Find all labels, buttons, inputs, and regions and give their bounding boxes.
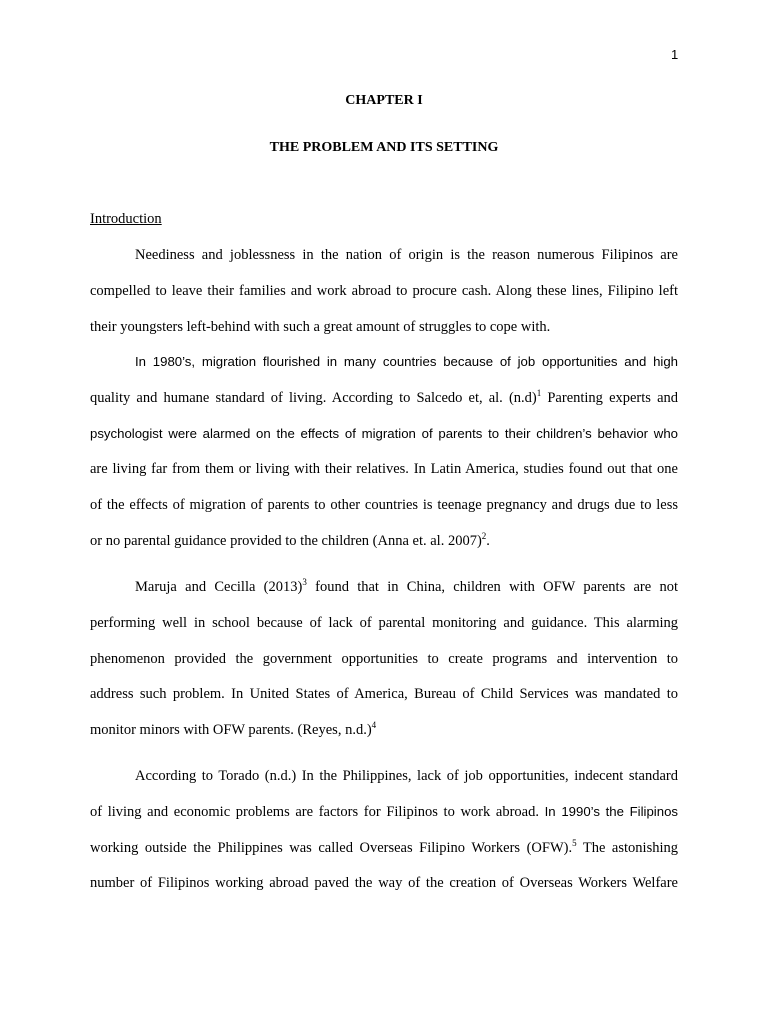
paragraph-line: compelled to leave their families and work abroad to procure cash. Along these lines, Filipino left [90,283,678,299]
paragraph-line: Neediness and joblessness in the nation of origin is the reason numerous Filipinos are [135,247,678,263]
paragraph-text: In 1990’s the Filipinos [538,804,678,819]
footnote-marker: 3 [302,577,307,588]
paragraph-text: quality and humane standard of living. According to Salcedo et, al. (n.d) [90,390,537,406]
section-heading: Introduction [90,211,162,227]
paragraph-line: address such problem. In United States of America, Bureau of Child Services was mandated to [90,686,678,702]
paragraph-line: performing well in school because of lack of parental monitoring and guidance. This alarming [90,615,678,631]
chapter-title: CHAPTER I [345,93,423,108]
paragraph-line [90,721,678,739]
paragraph-text: found that in China, children with OFW parents are not [306,579,678,595]
paragraph-line [90,532,678,550]
paragraph-text: Parenting experts and [541,390,678,406]
paragraph-line [90,425,678,443]
footnote-marker: 5 [572,838,577,849]
paragraph-line [90,839,678,857]
footnote-marker: 4 [371,720,377,731]
footnote-marker: 2 [481,531,487,542]
paragraph-line: According to Torado (n.d.) In the Philippines, lack of job opportunities, indecent standard [135,768,678,784]
footnote-marker: 1 [536,388,542,399]
page-number: 1 [671,47,679,62]
paragraph-line: of the effects of migration of parents to other countries is teenage pregnancy and drugs due to less [90,497,678,513]
paragraph-line [90,803,678,821]
paragraph-text: The astonishing [576,840,678,856]
paragraph-text: or no parental guidance provided to the children (Anna et. al. 2007) [90,533,482,549]
paragraph-line [90,389,678,407]
paragraph-line: number of Filipinos working abroad paved the way of the creation of Overseas Workers Welfare [90,875,678,891]
paragraph-text: . [486,533,490,549]
paragraph-text: working outside the Philippines was called Overseas Filipino Workers (OFW). [90,840,573,856]
paragraph-line [90,578,678,596]
paragraph-line: are living far from them or living with their relatives. In Latin America, studies found out that one [90,461,678,477]
paragraph-text: Maruja and Cecilla (2013) [135,579,303,595]
chapter-subtitle: THE PROBLEM AND ITS SETTING [269,140,499,155]
paragraph-line [90,353,678,371]
paragraph-line: phenomenon provided the government opportunities to create programs and intervention to [90,651,678,667]
paragraph-text: of living and economic problems are factors for Filipinos to work abroad. [90,804,539,820]
paragraph-text: monitor minors with OFW parents. (Reyes, n.d.) [90,722,372,738]
paragraph-line: their youngsters left-behind with such a great amount of struggles to cope with. [90,319,551,335]
paragraph-text: In 1980’s, migration flourished in many countries because of job opportunities and high [135,354,678,369]
paragraph-text: psychologist were alarmed on the effects of migration of parents to their children’s behavior who [90,426,678,441]
